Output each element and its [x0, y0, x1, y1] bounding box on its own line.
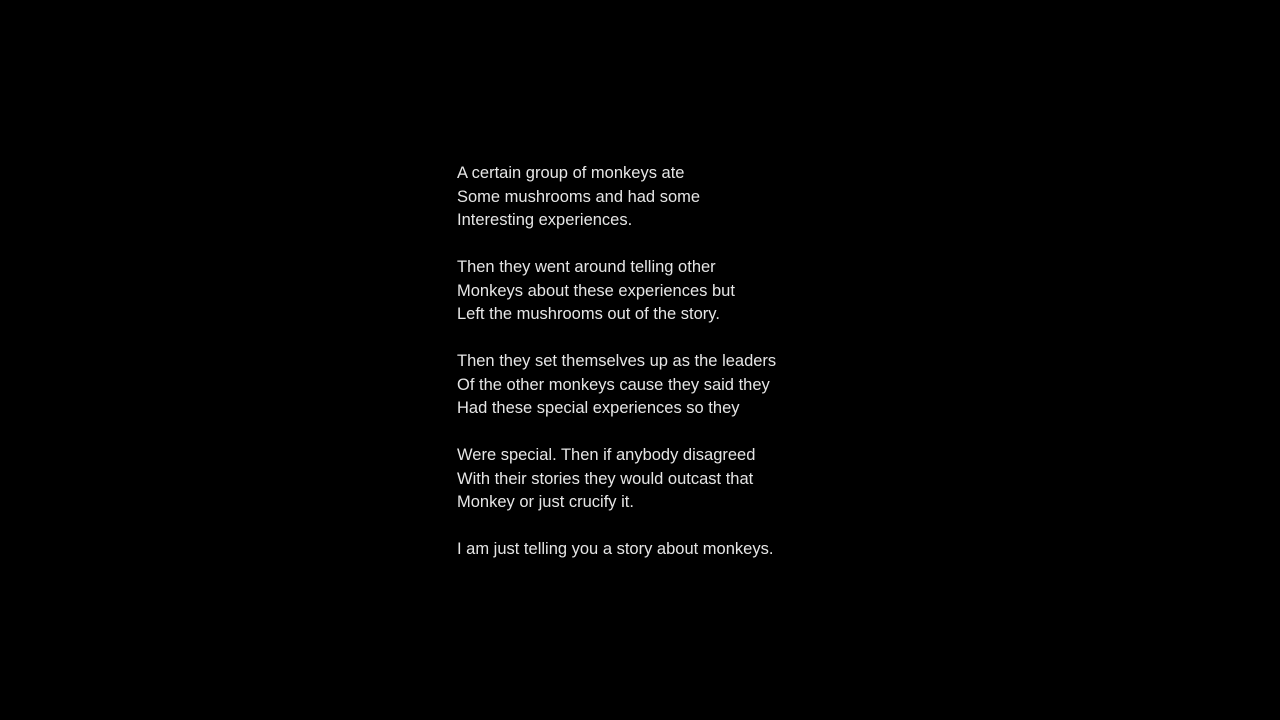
stanza-1 — [457, 162, 877, 233]
poem-line: With their stories they would outcast that — [457, 469, 754, 488]
poem-line: Had these special experiences so they — [457, 399, 740, 417]
poem-line: Then they set themselves up as the leaders — [457, 352, 777, 370]
poem-line: Interesting experiences. — [457, 211, 633, 229]
poem-line: Were special. Then if anybody disagreed — [457, 446, 756, 464]
poem-line: Then they went around telling other — [457, 258, 716, 276]
stanza-5 — [457, 538, 877, 562]
poem-text — [457, 162, 877, 562]
poem-line: A certain group of monkeys ate — [457, 164, 685, 182]
poem-line: Of the other monkeys cause they said they — [457, 375, 770, 394]
poem-line: I am just telling you a story about monkeys. — [457, 540, 774, 558]
poem-line: Some mushrooms and had some — [457, 187, 701, 206]
stanza-2 — [457, 256, 877, 327]
poem-line: Monkeys about these experiences but — [457, 281, 735, 300]
poem-line: Monkey or just crucify it. — [457, 493, 634, 511]
stanza-3 — [457, 350, 877, 421]
poem-line: Left the mushrooms out of the story. — [457, 305, 720, 323]
stanza-4 — [457, 444, 877, 515]
